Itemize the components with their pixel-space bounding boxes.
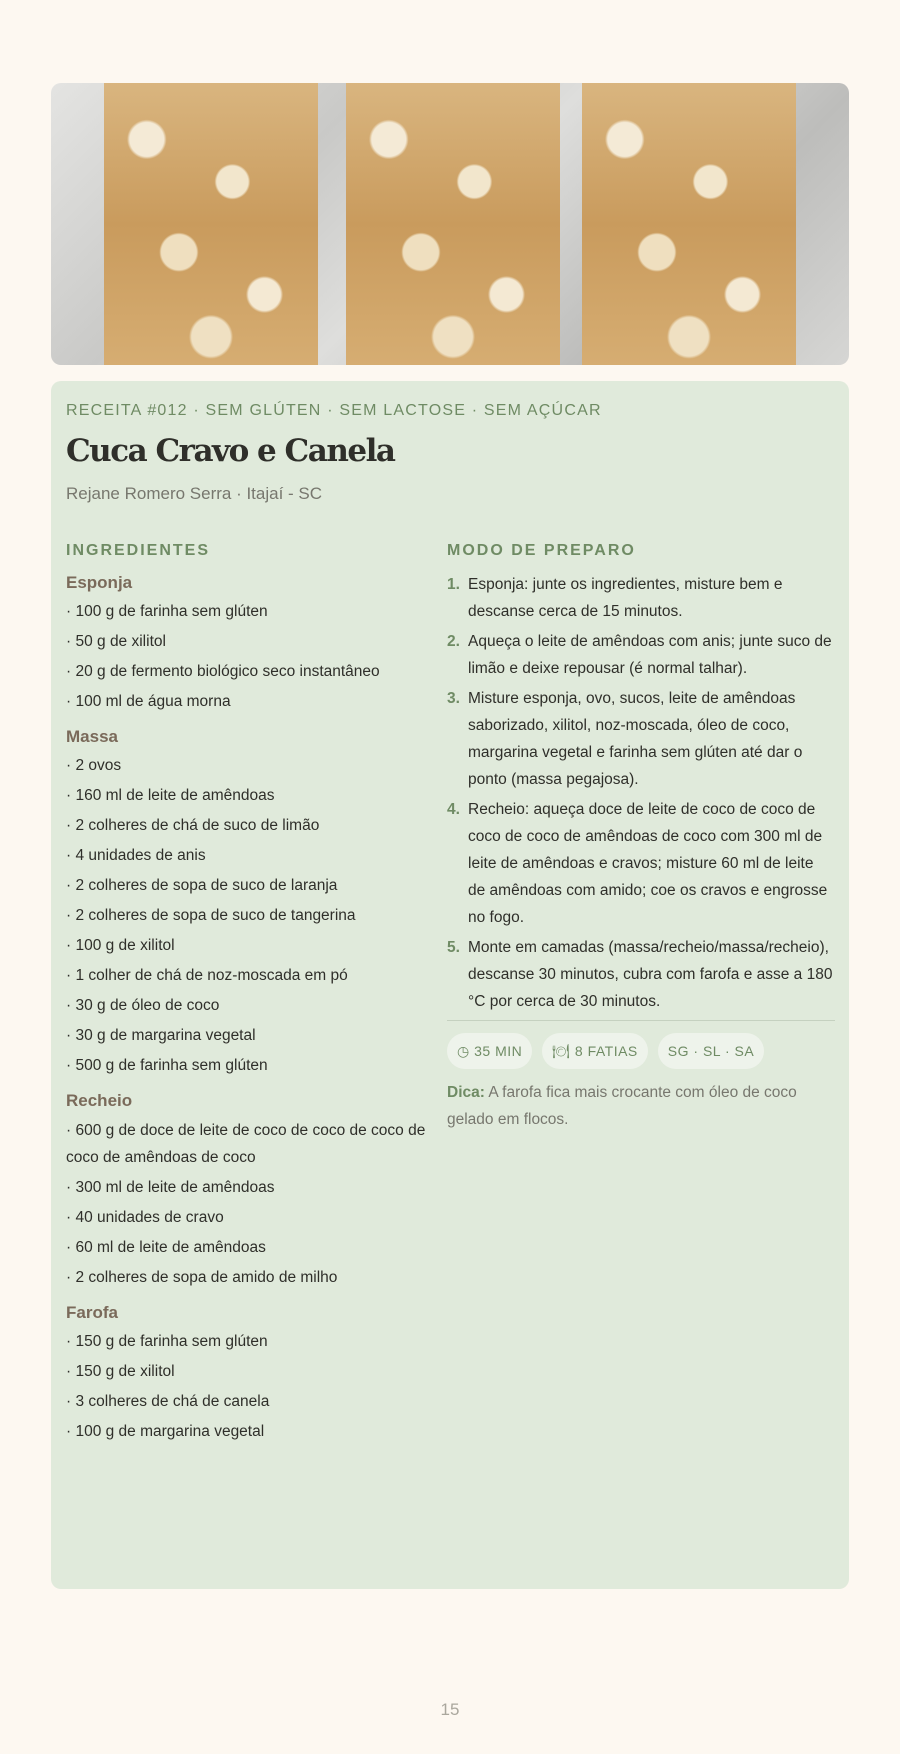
ingredient-groups xyxy=(66,571,446,1447)
ingredient-item: · 4 unidades de anis xyxy=(66,847,206,864)
ingredient-item: · 100 g de margarina vegetal xyxy=(66,1423,265,1440)
ingredient-item: · 2 colheres de sopa de amido de milho xyxy=(66,1269,338,1286)
ingredient-item: · 1 colher de chá de noz-moscada em pó xyxy=(66,967,348,984)
ingredient-item: · 30 g de óleo de coco xyxy=(66,997,220,1014)
ingredient-item: · 30 g de margarina vegetal xyxy=(66,1027,256,1044)
ingredient-group-title: Massa xyxy=(66,727,118,746)
ingredient-group-title: Farofa xyxy=(66,1303,118,1322)
step-number: 5. xyxy=(447,939,460,956)
ingredient-item: · 600 g de doce de leite de coco de coco de coco de coco de amêndoas de coco xyxy=(66,1122,426,1166)
recipe-photo xyxy=(51,83,849,365)
recipe-tag: 🍽 8 FATIAS xyxy=(542,1033,648,1069)
ingredient-item: · 150 g de farinha sem glúten xyxy=(66,1333,268,1350)
ingredient-item: · 3 colheres de chá de canela xyxy=(66,1393,270,1410)
ingredient-list xyxy=(66,1115,446,1293)
ingredients-heading: INGREDIENTES xyxy=(66,542,211,559)
step-text: Esponja: junte os ingredientes, misture bem e descanse cerca de 15 minutos. xyxy=(468,576,783,620)
tip-text: A farofa fica mais crocante com óleo de coco gelado em flocos. xyxy=(447,1084,797,1128)
cake-slice-image xyxy=(346,83,560,365)
step-number: 2. xyxy=(447,633,460,650)
ingredient-item: · 160 ml de leite de amêndoas xyxy=(66,787,275,804)
ingredient-item: · 60 ml de leite de amêndoas xyxy=(66,1239,266,1256)
step-text: Monte em camadas (massa/recheio/massa/recheio), descanse 30 minutos, cubra com farofa e asse a 180 °C por cerca de 30 minutos. xyxy=(468,939,833,1010)
recipe-card xyxy=(51,381,849,1589)
step-text: Aqueça o leite de amêndoas com anis; junte suco de limão e deixe repousar (é normal talhar). xyxy=(468,633,832,677)
ingredient-item: · 100 g de xilitol xyxy=(66,937,175,954)
ingredient-item: · 50 g de xilitol xyxy=(66,633,166,650)
recipe-title: Cuca Cravo e Canela xyxy=(66,433,395,469)
ingredient-item: · 2 colheres de chá de suco de limão xyxy=(66,817,320,834)
ingredient-list xyxy=(66,751,446,1081)
ingredient-list xyxy=(66,1327,446,1447)
page-number: 15 xyxy=(440,1700,460,1719)
recipe-meta: RECEITA #012 · SEM GLÚTEN · SEM LACTOSE · SEM AÇÚCAR xyxy=(66,402,602,419)
ingredient-list xyxy=(66,597,446,717)
preparation-step xyxy=(447,685,835,793)
ingredient-item: · 2 colheres de sopa de suco de tangerina xyxy=(66,907,356,924)
ingredients-column xyxy=(66,541,446,1447)
recipe-tag: ◷ 35 MIN xyxy=(447,1033,532,1069)
preparation-step xyxy=(447,628,835,682)
step-number: 4. xyxy=(447,801,460,818)
ingredient-item: · 100 ml de água morna xyxy=(66,693,231,710)
step-number: 3. xyxy=(447,690,460,707)
preparation-steps xyxy=(447,571,835,1015)
cake-slice-image xyxy=(104,83,318,365)
ingredient-item: · 2 ovos xyxy=(66,757,122,774)
step-text: Recheio: aqueça doce de leite de coco de coco de coco de coco de amêndoas de coco com 300 ml de leite de amêndoas e cravos; misture 60 ml de leite de amêndoas com amido; coe os cravos e engrosse no fogo. xyxy=(468,801,828,926)
tip-label: Dica: xyxy=(447,1084,485,1101)
ingredient-group-title: Recheio xyxy=(66,1091,133,1110)
ingredient-item: · 20 g de fermento biológico seco instantâneo xyxy=(66,663,380,680)
ingredient-group-title: Esponja xyxy=(66,573,133,592)
preparation-step xyxy=(447,571,835,625)
ingredient-item: · 100 g de farinha sem glúten xyxy=(66,603,268,620)
preparation-step xyxy=(447,934,835,1015)
divider xyxy=(447,1020,835,1021)
preparation-column xyxy=(447,541,835,1133)
preparation-heading: MODO DE PREPARO xyxy=(447,542,636,559)
step-number: 1. xyxy=(447,576,460,593)
recipe-tag: SG · SL · SA xyxy=(658,1033,764,1069)
ingredient-item: · 150 g de xilitol xyxy=(66,1363,175,1380)
cake-slice-image xyxy=(582,83,796,365)
recipe-author: Rejane Romero Serra · Itajaí - SC xyxy=(66,484,323,503)
recipe-tip xyxy=(447,1079,835,1133)
ingredient-item: · 2 colheres de sopa de suco de laranja xyxy=(66,877,338,894)
ingredient-item: · 300 ml de leite de amêndoas xyxy=(66,1179,275,1196)
ingredient-item: · 500 g de farinha sem glúten xyxy=(66,1057,268,1074)
recipe-tags xyxy=(447,1033,835,1069)
preparation-step xyxy=(447,796,835,931)
ingredient-item: · 40 unidades de cravo xyxy=(66,1209,224,1226)
step-text: Misture esponja, ovo, sucos, leite de amêndoas saborizado, xilitol, noz-moscada, óleo de coco, margarina vegetal e farinha sem glúten até dar o ponto (massa pegajosa). xyxy=(468,690,803,788)
